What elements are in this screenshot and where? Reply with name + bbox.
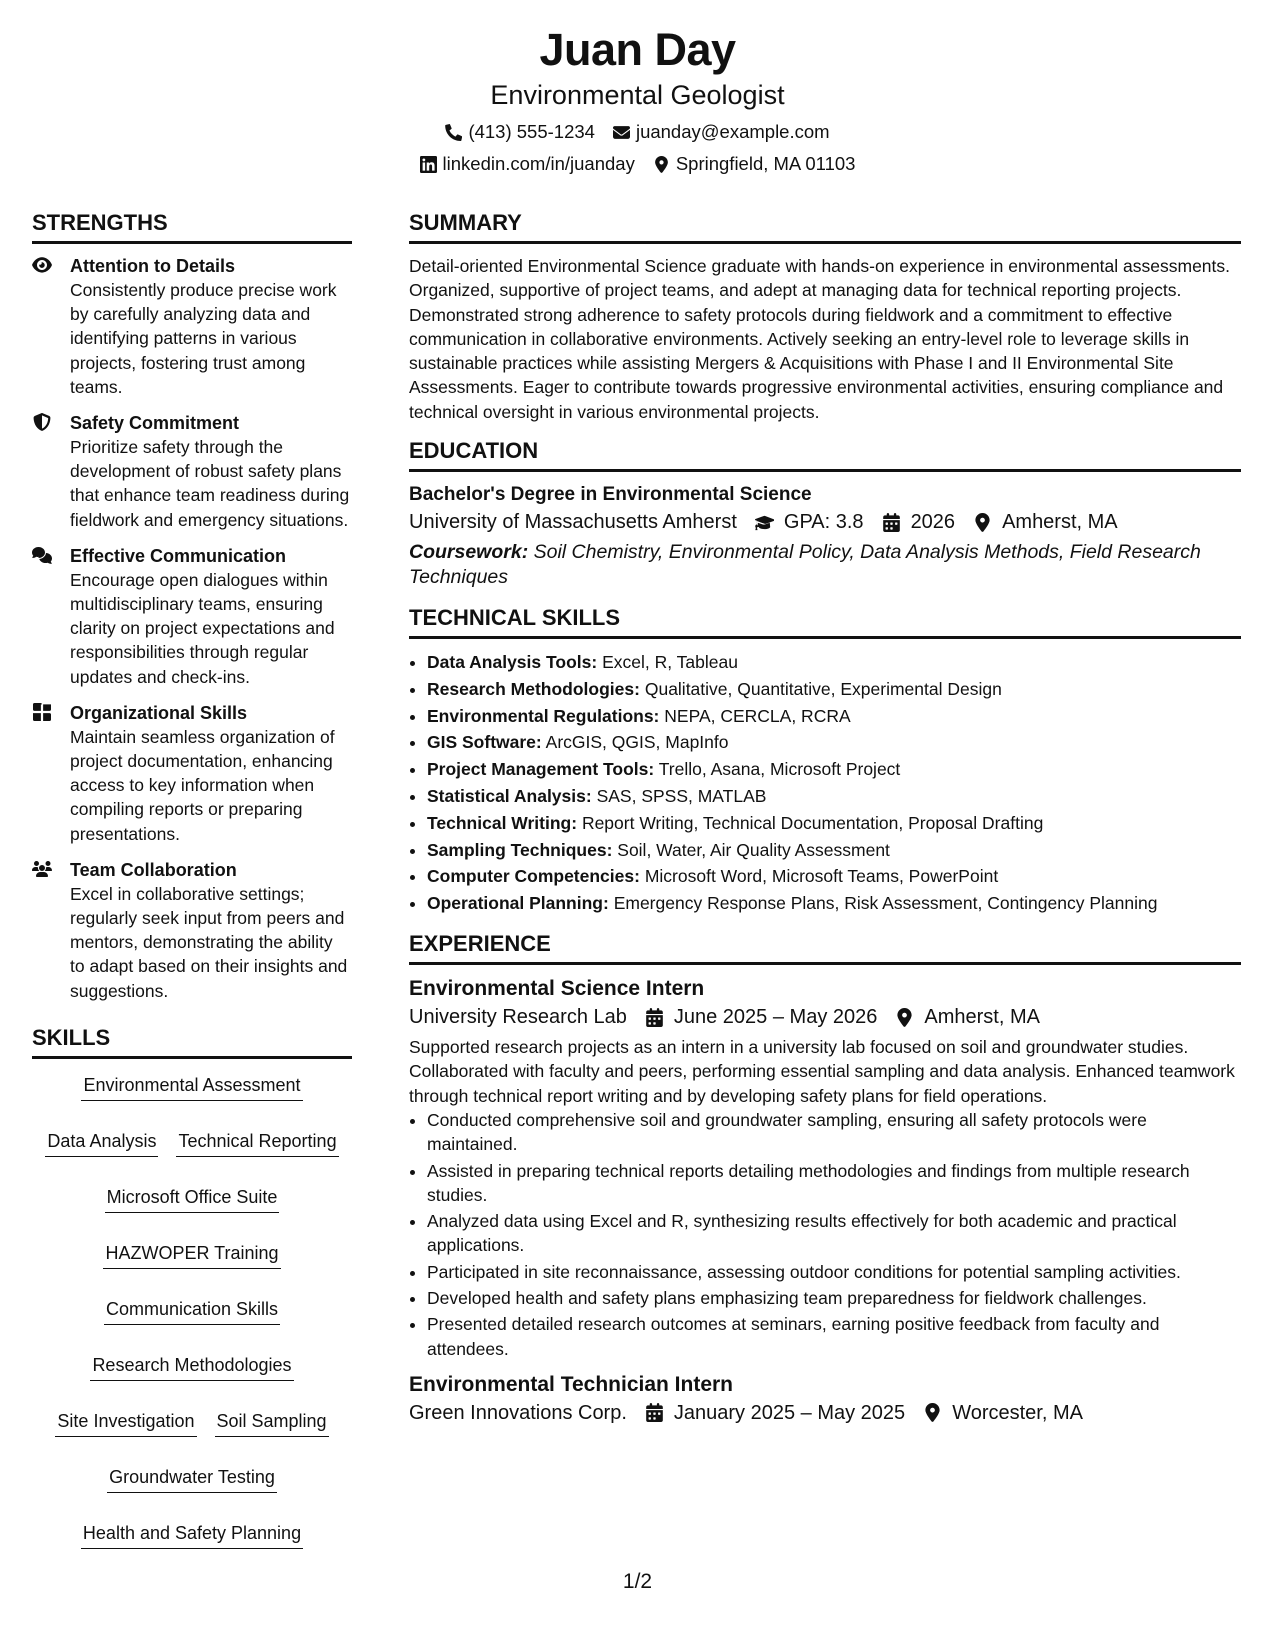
- strength-item: [32, 544, 352, 689]
- list-item: [427, 703, 1241, 730]
- school-name: University of Massachusetts Amherst: [409, 511, 737, 534]
- skill-tag: Environmental Assessment: [81, 1073, 302, 1101]
- location-text: Springfield, MA 01103: [675, 153, 856, 174]
- right-column: [409, 210, 1241, 1427]
- shield-icon: [32, 411, 70, 532]
- skill-tag: Site Investigation: [55, 1409, 196, 1437]
- linkedin-text[interactable]: linkedin.com/in/juanday: [442, 153, 635, 174]
- strength-desc: Prioritize safety through the development of robust safety plans that enhance team readiness during fieldwork and emergency situations.: [70, 437, 350, 530]
- email-contact[interactable]: [613, 120, 830, 144]
- linkedin-icon: [420, 156, 437, 173]
- users-icon: [32, 858, 70, 1003]
- list-item: [427, 676, 1241, 703]
- skill-tag: Technical Reporting: [176, 1129, 338, 1157]
- tech-skill-value: Report Writing, Technical Documentation, Proposal Drafting: [581, 812, 1044, 833]
- tech-skill-label: Operational Planning:: [427, 893, 609, 914]
- list-item: [427, 810, 1241, 837]
- email-text[interactable]: juanday@example.com: [635, 121, 830, 142]
- strength-desc: Encourage open dialogues within multidisciplinary teams, ensuring clarity on project expectations and responsibilities through regular updates and check-ins.: [70, 569, 335, 687]
- phone-contact: [445, 120, 595, 144]
- tech-skill-label: Statistical Analysis:: [427, 786, 592, 807]
- tech-skill-label: Computer Competencies:: [427, 866, 640, 887]
- map-pin-icon: [923, 1403, 942, 1422]
- strength-title: Attention to Details: [70, 256, 235, 276]
- strength-item: [32, 411, 352, 532]
- job-meta: [409, 1399, 1241, 1427]
- list-item: [427, 756, 1241, 783]
- list-item: [427, 863, 1241, 890]
- summary-heading: SUMMARY: [409, 210, 1241, 244]
- calendar-icon: [645, 1403, 664, 1422]
- skill-tag: Microsoft Office Suite: [105, 1185, 280, 1213]
- envelope-icon: [613, 124, 630, 141]
- strength-desc: Excel in collaborative settings; regularly seek input from peers and mentors, demonstrating the ability to adapt based on their insights and suggestions.: [70, 883, 348, 1001]
- tech-skill-value: ArcGIS, QGIS, MapInfo: [545, 732, 729, 753]
- tech-skill-value: NEPA, CERCLA, RCRA: [664, 705, 851, 726]
- job-location: Worcester, MA: [952, 1401, 1083, 1424]
- tech-skill-label: Environmental Regulations:: [427, 705, 660, 726]
- comments-icon: [32, 544, 70, 689]
- strength-title: Organizational Skills: [70, 702, 248, 723]
- list-item: • Presented detailed research outcomes at seminars, earning positive feedback from faculty and attendees.: [427, 1312, 1241, 1361]
- skill-tag: Research Methodologies: [90, 1353, 293, 1381]
- phone-text: (413) 555-1234: [468, 121, 595, 142]
- candidate-title: Environmental Geologist: [490, 80, 785, 110]
- gpa-text: GPA: 3.8: [783, 511, 864, 534]
- job-meta: [409, 1003, 1241, 1031]
- list-item: [427, 890, 1241, 917]
- location-contact: [653, 152, 856, 176]
- skill-tag: Soil Sampling: [215, 1409, 329, 1437]
- tech-skill-value: Soil, Water, Air Quality Assessment: [617, 839, 890, 860]
- company-name: Green Innovations Corp.: [409, 1401, 627, 1424]
- tech-skill-label: Data Analysis Tools:: [427, 652, 598, 673]
- job-location: Amherst, MA: [924, 1006, 1040, 1029]
- tech-skill-label: Project Management Tools:: [427, 759, 655, 780]
- list-item: [427, 837, 1241, 864]
- strength-item: [32, 858, 352, 1003]
- contact-row-2: [0, 152, 1275, 176]
- map-pin-icon: [895, 1008, 914, 1027]
- map-pin-icon: [973, 513, 992, 532]
- tech-skill-label: Technical Writing:: [427, 812, 578, 833]
- left-column: [32, 210, 352, 1549]
- coursework: [409, 540, 1241, 589]
- skill-tag: Groundwater Testing: [107, 1465, 277, 1493]
- strength-title: Team Collaboration: [70, 859, 237, 880]
- list-item: [427, 729, 1241, 756]
- phone-icon: [445, 124, 462, 141]
- coursework-label: Coursework:: [409, 541, 529, 564]
- job-title: Environmental Science Intern: [409, 977, 705, 1001]
- tech-skill-value: Qualitative, Quantitative, Experimental Design: [644, 678, 1002, 699]
- education-meta: [409, 508, 1241, 536]
- job-dates: January 2025 – May 2025: [673, 1401, 906, 1424]
- company-name: University Research Lab: [409, 1006, 627, 1029]
- strength-title: Effective Communication: [70, 545, 287, 566]
- job-title: Environmental Technician Intern: [409, 1372, 734, 1396]
- graduation-year: 2026: [910, 511, 956, 534]
- list-item: • Developed health and safety plans emphasizing team preparedness for fieldwork challenges.: [427, 1286, 1241, 1310]
- list-item: [427, 649, 1241, 676]
- grid-icon: [32, 701, 70, 846]
- experience-heading: EXPERIENCE: [409, 931, 1241, 965]
- coursework-text: Soil Chemistry, Environmental Policy, Data Analysis Methods, Field Research Techniques: [409, 541, 1201, 588]
- tech-skill-label: Sampling Techniques:: [427, 839, 613, 860]
- education-heading: EDUCATION: [409, 438, 1241, 472]
- job-dates: June 2025 – May 2026: [673, 1006, 878, 1029]
- strengths-heading: STRENGTHS: [32, 210, 352, 244]
- tech-skill-value: Trello, Asana, Microsoft Project: [658, 759, 901, 780]
- eye-icon: [32, 254, 70, 399]
- tech-skill-value: SAS, SPSS, MATLAB: [596, 786, 767, 807]
- contact-row-1: [0, 120, 1275, 144]
- technical-skills-heading: TECHNICAL SKILLS: [409, 605, 1241, 639]
- list-item: • Participated in site reconnaissance, assessing outdoor conditions for potential sampling activities.: [427, 1260, 1241, 1284]
- graduation-cap-icon: [755, 513, 774, 532]
- job-description: Supported research projects as an intern in a university lab focused on soil and groundwater studies. Collaborated with faculty and peers, performing essential sampling and data analysis. Enhanced teamwork through technical report writing and by developing safety plans for field operations.: [409, 1037, 1235, 1106]
- candidate-name: Juan Day: [539, 24, 736, 75]
- resume-header: [0, 22, 1275, 176]
- tech-skill-value: Emergency Response Plans, Risk Assessment, Contingency Planning: [613, 893, 1158, 914]
- tech-skill-value: Microsoft Word, Microsoft Teams, PowerPoint: [644, 866, 999, 887]
- skill-tag: Communication Skills: [104, 1297, 280, 1325]
- skill-tag: HAZWOPER Training: [103, 1241, 280, 1269]
- degree-title: Bachelor's Degree in Environmental Science: [409, 484, 812, 506]
- strength-item: [32, 254, 352, 399]
- list-item: • Assisted in preparing technical reports detailing methodologies and findings from multiple research studies.: [427, 1159, 1241, 1208]
- list-item: • Analyzed data using Excel and R, synthesizing results effectively for both academic and practical applications.: [427, 1209, 1241, 1258]
- education-location: Amherst, MA: [1002, 511, 1118, 534]
- tech-skill-label: Research Methodologies:: [427, 678, 640, 699]
- strength-title: Safety Commitment: [70, 413, 240, 434]
- summary-text: Detail-oriented Environmental Science graduate with hands-on experience in environmental assessments. Organized, supportive of project teams, and adept at managing data for technical reporting projects. Demonstrated strong adherence to safety protocols during fieldwork and a commitment to effective communication in collaborative environments. Actively seeking an entry-level role to leverage skills in sustainable practices while assisting Mergers & Acquisitions with Phase I and II Environmental Site Assessments. Eager to contribute towards progressive environmental activities, ensuring compliance and technical oversight in various environmental projects.: [409, 256, 1231, 422]
- skill-tag: Health and Safety Planning: [81, 1521, 303, 1549]
- tech-skill-value: Excel, R, Tableau: [602, 652, 738, 673]
- strength-desc: Maintain seamless organization of project documentation, enhancing access to key information when compiling reports or preparing presentations.: [70, 726, 335, 844]
- linkedin-contact[interactable]: [420, 152, 635, 176]
- job-bullets: [409, 1108, 1241, 1361]
- list-item: [427, 783, 1241, 810]
- technical-skills-list: [409, 649, 1241, 917]
- strength-desc: Consistently produce precise work by carefully analyzing data and identifying patterns in various projects, fostering trust among teams.: [70, 280, 337, 397]
- skills-heading: SKILLS: [32, 1025, 352, 1059]
- calendar-icon: [882, 513, 901, 532]
- page-number: 1/2: [622, 1570, 653, 1593]
- map-pin-icon: [653, 156, 670, 173]
- skill-tag: Data Analysis: [45, 1129, 158, 1157]
- strength-item: [32, 701, 352, 846]
- calendar-icon: [645, 1008, 664, 1027]
- tech-skill-label: GIS Software:: [427, 732, 542, 753]
- list-item: • Conducted comprehensive soil and groundwater sampling, ensuring all safety protocols were maintained.: [427, 1108, 1241, 1157]
- skills-list: [32, 1069, 352, 1549]
